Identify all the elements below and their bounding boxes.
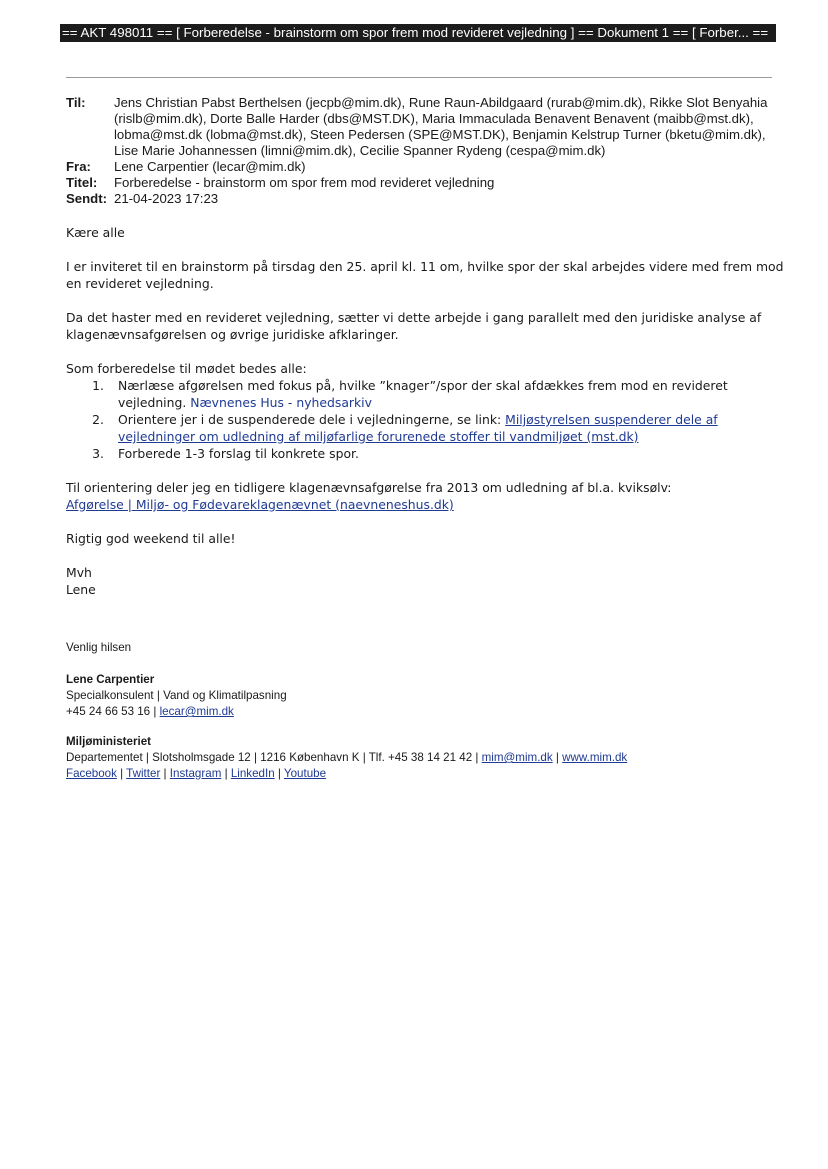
to-line: (rislb@mim.dk), Dorte Balle Harder (dbs@MST.DK), Maria Immaculada Benavent Benavent (maibb@mst.dk), (114, 111, 754, 126)
paragraph-orientation (66, 479, 776, 513)
to-label: Til: (66, 95, 86, 110)
weekend-wish: Rigtig god weekend til alle! (66, 531, 236, 546)
mst-link-continued[interactable]: vejledninger om udledning af miljøfarlige forurenede stoffer til vandmiljøet (mst.dk) (118, 429, 639, 444)
sent-row (66, 191, 776, 207)
list-item-text (118, 411, 776, 445)
signature-phone: +45 24 66 53 16 | (66, 705, 160, 718)
sender-first-name: Lene (66, 582, 96, 597)
separator: | (274, 767, 284, 780)
title-value: Forberedelse - brainstorm om spor frem mod revideret vejledning (114, 175, 495, 190)
signature-name: Lene Carpentier (66, 673, 155, 686)
address-text: Departementet | Slotsholmsgade 12 | 1216 København K | Tlf. +45 38 14 21 42 | (66, 751, 482, 764)
org-email-link[interactable]: mim@mim.dk (481, 751, 553, 764)
to-line: Lise Marie Johannessen (limni@mim.dk), Cecilie Spanner Rydeng (cespa@mim.dk) (114, 143, 606, 158)
signature-role: Specialkonsulent | Vand og Klimatilpasning (66, 689, 287, 702)
youtube-link[interactable]: Youtube (283, 767, 327, 780)
separator: | (160, 767, 170, 780)
email-header (66, 95, 776, 207)
list-item-text (118, 377, 776, 411)
to-recipients (114, 95, 776, 159)
separator: | (116, 767, 127, 780)
instagram-link[interactable]: Instagram (169, 767, 222, 780)
linkedin-link[interactable]: LinkedIn (230, 767, 275, 780)
divider (66, 77, 772, 78)
from-row (66, 159, 776, 175)
signature-org: Miljøministeriet (66, 735, 152, 748)
signature-contact (66, 704, 776, 720)
paragraph-urgency (66, 309, 776, 343)
naevnenes-hus-link[interactable]: Nævnenes Hus - nyhedsarkiv (190, 395, 372, 410)
to-line: lobma@mst.dk (lobma@mst.dk), Steen Pedersen (SPE@MST.DK), Benjamin Kelstrup Turner (bketu@mim.dk), (114, 127, 766, 142)
paragraph-line: I er inviteret til en brainstorm på tirsdag den 25. april kl. 11 om, hvilke spor der skal arbejdes videre med frem mod (66, 259, 784, 274)
paragraph-line: klagenævnsafgørelsen og øvrige juridiske afklaringer. (66, 327, 399, 342)
afgoerelse-link[interactable]: Afgørelse | Miljø- og Fødevareklagenævnet (naevneneshus.dk) (66, 497, 454, 512)
separator: | (552, 751, 563, 764)
list-item (66, 377, 776, 411)
signature-email-link[interactable]: lecar@mim.dk (159, 705, 234, 718)
title-label: Titel: (66, 175, 98, 190)
sent-label: Sendt: (66, 191, 108, 206)
email-body (66, 224, 784, 598)
separator: | (221, 767, 231, 780)
paragraph-line: en revideret vejledning. (66, 276, 214, 291)
closing: Mvh (66, 565, 92, 580)
list-item-text: Forberede 1-3 forslag til konkrete spor. (118, 446, 359, 461)
list-number: 2. (92, 412, 104, 427)
list-item (66, 411, 776, 445)
signature-address (66, 750, 776, 766)
mst-link[interactable]: Miljøstyrelsen suspenderer dele af (505, 412, 718, 427)
twitter-link[interactable]: Twitter (126, 767, 161, 780)
list-item-line: Orientere jer i de suspenderede dele i vejledningerne, se link: (118, 412, 502, 427)
document-banner: == AKT 498011 == [ Forberedelse - brainstorm om spor frem mod revideret vejledning ] == Dokument 1 == [ Forber... == (60, 24, 776, 42)
to-row (66, 95, 776, 159)
list-intro: Som forberedelse til mødet bedes alle: (66, 361, 307, 376)
signature (66, 640, 776, 782)
to-line: Jens Christian Pabst Berthelsen (jecpb@mim.dk), Rune Raun-Abildgaard (rurab@mim.dk), Rikke Slot Benyahia (114, 95, 768, 110)
task-list (66, 377, 776, 462)
social-links (66, 766, 776, 782)
from-label: Fra: (66, 159, 91, 174)
from-value: Lene Carpentier (lecar@mim.dk) (114, 159, 306, 174)
paragraph-line: Da det haster med en revideret vejledning, sætter vi dette arbejde i gang parallelt med den juridiske analyse af (66, 310, 762, 325)
list-item-line: Nærlæse afgørelsen med fokus på, hvilke ”knager”/spor der skal afdækkes frem mod en revideret (118, 378, 728, 393)
list-number: 3. (92, 446, 104, 461)
regards: Venlig hilsen (66, 641, 132, 654)
list-number: 1. (92, 378, 104, 393)
paragraph-line: Til orientering deler jeg en tidligere klagenævnsafgørelse fra 2013 om udledning af bl.a. kviksølv: (66, 480, 672, 495)
title-row (66, 175, 776, 191)
list-item (66, 445, 776, 462)
list-item-line: vejledning. (118, 395, 187, 410)
sent-value: 21-04-2023 17:23 (114, 191, 219, 206)
greeting: Kære alle (66, 225, 125, 240)
website-link[interactable]: www.mim.dk (562, 751, 628, 764)
paragraph-invitation (66, 258, 784, 292)
facebook-link[interactable]: Facebook (66, 767, 117, 780)
